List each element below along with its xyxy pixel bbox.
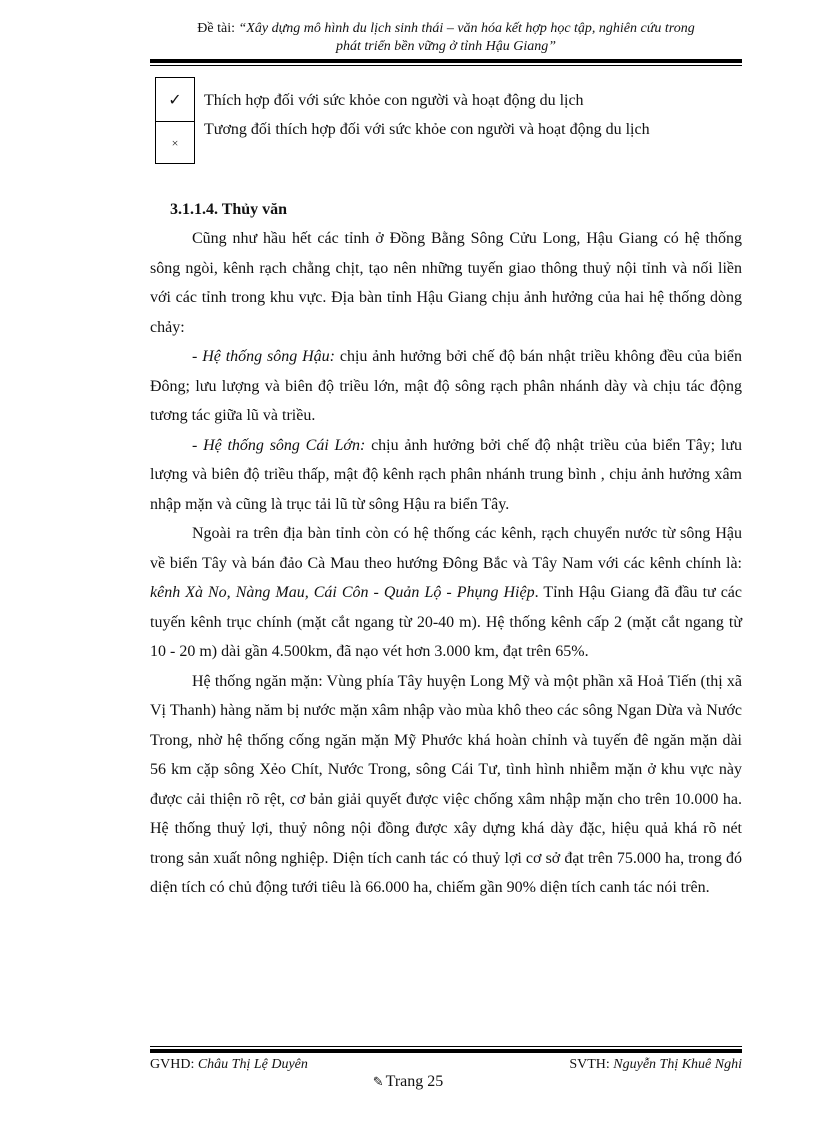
- paragraph-song-hau: [150, 342, 742, 431]
- canals-names: kênh Xà No, Nàng Mau, Cái Côn - Quản Lộ - Phụng Hiệp: [150, 584, 535, 601]
- header-title-line1: “Xây dựng mô hình du lịch sinh thái – văn hóa kết hợp học tập, nghiên cứu trong: [238, 21, 695, 36]
- legend-symbol-box: [155, 77, 195, 164]
- pen-icon: ✎: [372, 1075, 384, 1090]
- header-prefix: Đề tài:: [197, 21, 239, 36]
- page-header: [150, 20, 742, 56]
- page-number: [0, 1072, 816, 1093]
- canals-text-b: . Tỉnh Hậu Giang đã đầu tư các tuyến kênh trục chính (mặt cắt ngang từ 20-40 m). Hệ thống kênh cấp 2 (mặt cắt ngang từ 10 - 20 m) dài gần 4.500km, đã nạo vét hơn 3.000 km, đạt trên 65%.: [150, 584, 743, 660]
- paragraph-salinity: Hệ thống ngăn mặn: Vùng phía Tây huyện Long Mỹ và một phần xã Hoả Tiến (thị xã Vị Thanh) hàng năm bị nước mặn xâm nhập vào mùa khô theo các sông Ngan Dừa và Nước Trong, nhờ hệ thống cống ngăn mặn Mỹ Phước khá hoàn chỉnh và tuyến đê ngăn mặn dài 56 km cặp sông Xẻo Chít, Nước Trong, sông Cái Tư, tình hình nhiễm mặn ở khu vực này được cải thiện rõ rệt, cơ bản giải quyết được việc chống xâm nhập mặn cho trên 10.000 ha. Hệ thống thuỷ lợi, thuỷ nông nội đồng được xây dựng khá dày đặc, hiệu quả khá rõ nét trong sản xuất nông nghiệp. Diện tích canh tác có thuỷ lợi cơ sở đạt trên 75.000 ha, trong đó diện tích có chủ động tưới tiêu là 66.000 ha, chiếm gần 90% diện tích canh tác nói trên.: [150, 672, 742, 896]
- paragraph-song-cai-lon: [150, 431, 742, 520]
- song-cai-lon-label: - Hệ thống sông Cái Lớn:: [192, 436, 366, 454]
- footer-rule: [150, 1046, 742, 1053]
- supervisor-name: Châu Thị Lệ Duyên: [197, 1057, 308, 1072]
- cross-icon: ×: [171, 136, 179, 150]
- section-heading: 3.1.1.4. Thủy văn: [170, 201, 288, 218]
- paragraph-canals: [150, 519, 742, 667]
- header-title-line2: phát triển bền vững ở tỉnh Hậu Giang”: [335, 39, 557, 54]
- legend-text-relatively-suitable: Tương đối thích hợp đối với sức khỏe con người và hoạt động du lịch: [204, 121, 650, 138]
- page-content: [150, 198, 742, 903]
- student-label: SVTH:: [569, 1057, 614, 1072]
- legend-text-suitable: Thích hợp đối với sức khỏe con người và hoạt động du lịch: [204, 92, 584, 109]
- song-cai-lon-text: chịu ảnh hưởng bởi chế độ nhật triều của biển Tây; lưu lượng và biên độ triều thấp, mật độ kênh rạch phân nhánh trung bình , chịu ảnh hưởng xâm nhập mặn và cũng là trục tải lũ từ sông Hậu ra biển Tây.: [150, 436, 743, 513]
- canals-text-a: Ngoài ra trên địa bàn tỉnh còn có hệ thống các kênh, rạch chuyển nước từ sông Hậu về biển Tây và bán đảo Cà Mau theo hướng Đông Bắc và Tây Nam với các kênh chính là:: [150, 525, 742, 572]
- paragraph-intro: Cũng như hầu hết các tỉnh ở Đồng Bằng Sông Cửu Long, Hậu Giang có hệ thống sông ngòi, kênh rạch chằng chịt, tạo nên những tuyến giao thông thuỷ nội tỉnh và nối liền với các tỉnh trong khu vực. Địa bàn tỉnh Hậu Giang chịu ảnh hưởng của hai hệ thống dòng chảy:: [150, 230, 742, 336]
- check-icon: ✓: [156, 78, 194, 122]
- song-hau-text: chịu ảnh hưởng bởi chế độ bán nhật triều không đều của biển Đông; lưu lượng và biên độ triều lớn, mật độ sông rạch phân nhánh dày và chịu tác động tương tác giữa lũ và triều.: [150, 348, 742, 424]
- header-rule: [150, 59, 742, 66]
- student-name: Nguyễn Thị Khuê Nghi: [613, 1057, 742, 1072]
- supervisor-label: GVHD:: [150, 1057, 198, 1072]
- page-number-label: Trang 25: [385, 1073, 444, 1090]
- song-hau-label: - Hệ thống sông Hậu:: [192, 348, 336, 365]
